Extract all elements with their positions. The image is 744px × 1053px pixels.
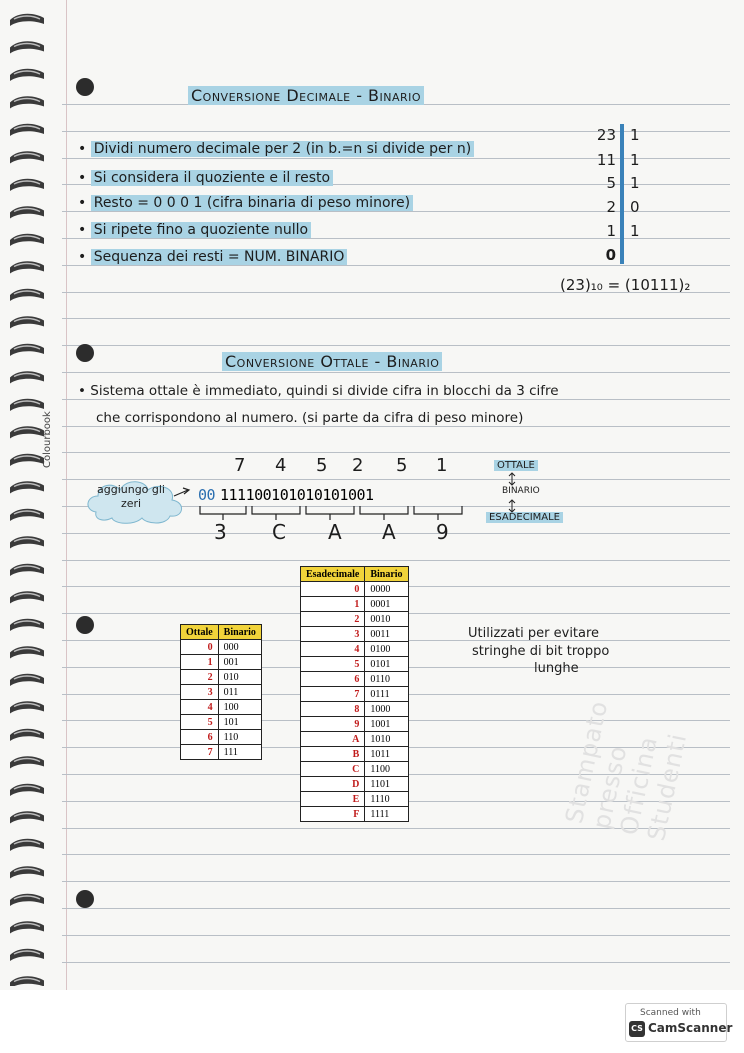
table-row xyxy=(301,612,409,627)
table-value-cell: 0001 xyxy=(365,597,408,612)
table-key-cell: 7 xyxy=(301,687,365,702)
table-row xyxy=(301,702,409,717)
conversion-result: (23)₁₀ = (10111)₂ xyxy=(560,276,691,294)
table-value-cell: 110 xyxy=(218,730,261,745)
table-row xyxy=(301,582,409,597)
division-remainder: 1 xyxy=(630,222,640,240)
table-key-cell: 0 xyxy=(181,640,219,655)
punch-hole xyxy=(76,890,94,908)
table-key-cell: 4 xyxy=(301,642,365,657)
bullet-3: • Resto = 0 0 0 1 (cifra binaria di peso minore) xyxy=(78,195,413,211)
section2-line-1: • Sistema ottale è immediato, quindi si divide cifra in blocchi da 3 cifre xyxy=(78,383,559,399)
hex-digit: 9 xyxy=(436,520,449,544)
table-row xyxy=(301,807,409,822)
ruled-line xyxy=(62,345,730,346)
octal-table-header-binario: Binario xyxy=(218,625,261,640)
margin-line xyxy=(66,0,67,990)
table-value-cell: 0110 xyxy=(365,672,408,687)
table-key-cell: 5 xyxy=(301,657,365,672)
hex-table-header-binario: Binario xyxy=(365,567,408,582)
cloud-note: aggiungo gli zeri xyxy=(96,483,165,510)
table-key-cell: 4 xyxy=(181,700,219,715)
table-row xyxy=(181,670,262,685)
division-quotient: 2 xyxy=(606,198,616,216)
table-row xyxy=(301,687,409,702)
bullet-2: • Si considera il quoziente e il resto xyxy=(78,170,333,186)
octal-table-header-ottale: Ottale xyxy=(181,625,219,640)
table-key-cell: 7 xyxy=(181,745,219,760)
table-value-cell: 1000 xyxy=(365,702,408,717)
padding-zeros: 00 xyxy=(198,486,216,504)
table-row xyxy=(301,627,409,642)
table-key-cell: 3 xyxy=(181,685,219,700)
table-key-cell: 1 xyxy=(181,655,219,670)
section2-title: Conversione Ottale - Binario xyxy=(222,352,442,371)
table-value-cell: 0010 xyxy=(365,612,408,627)
notebook-brand: Colourbook xyxy=(42,411,53,468)
ruled-line xyxy=(62,881,730,882)
table-key-cell: 2 xyxy=(301,612,365,627)
camscanner-logo-icon: CS xyxy=(629,1021,645,1037)
division-remainder: 1 xyxy=(630,126,640,144)
table-value-cell: 0011 xyxy=(365,627,408,642)
table-row xyxy=(301,597,409,612)
table-row xyxy=(301,762,409,777)
ruled-line xyxy=(62,560,730,561)
octal-digit: 5 xyxy=(316,455,328,476)
ruled-line xyxy=(62,854,730,855)
legend-arrows xyxy=(506,472,518,514)
table-key-cell: 1 xyxy=(301,597,365,612)
table-value-cell: 010 xyxy=(218,670,261,685)
spiral-binding xyxy=(8,6,48,986)
division-quotient: 5 xyxy=(606,174,616,192)
hex-table xyxy=(300,566,409,822)
table-value-cell: 1001 xyxy=(365,717,408,732)
division-quotient: 11 xyxy=(596,151,616,169)
group-brackets xyxy=(196,504,470,520)
table-key-cell: 3 xyxy=(301,627,365,642)
table-row xyxy=(301,732,409,747)
table-value-cell: 1011 xyxy=(365,747,408,762)
camscanner-badge xyxy=(625,1003,733,1042)
table-row xyxy=(181,700,262,715)
table-value-cell: 0101 xyxy=(365,657,408,672)
table-value-cell: 101 xyxy=(218,715,261,730)
table-key-cell: F xyxy=(301,807,365,822)
ruled-line xyxy=(62,372,730,373)
table-value-cell: 111 xyxy=(218,745,261,760)
hex-digit: C xyxy=(272,520,286,544)
table-key-cell: E xyxy=(301,792,365,807)
table-key-cell: 8 xyxy=(301,702,365,717)
octal-digit: 1 xyxy=(436,455,448,476)
legend-octal: OTTALE xyxy=(494,460,538,471)
camscanner-caption: Scanned with xyxy=(640,1008,701,1018)
ruled-line xyxy=(62,452,730,453)
table-row xyxy=(301,747,409,762)
table-value-cell: 1100 xyxy=(365,762,408,777)
table-row xyxy=(181,715,262,730)
division-quotient: 23 xyxy=(596,126,616,144)
hex-digit: 3 xyxy=(214,520,227,544)
table-key-cell: A xyxy=(301,732,365,747)
division-quotient: 1 xyxy=(606,222,616,240)
table-value-cell: 1010 xyxy=(365,732,408,747)
table-row xyxy=(301,657,409,672)
table-value-cell: 100 xyxy=(218,700,261,715)
table-row xyxy=(181,640,262,655)
hex-digit: A xyxy=(328,520,342,544)
table-row xyxy=(181,745,262,760)
table-value-cell: 1111 xyxy=(365,807,408,822)
table-value-cell: 001 xyxy=(218,655,261,670)
punch-hole xyxy=(76,344,94,362)
ruled-line xyxy=(62,908,730,909)
ruled-line xyxy=(62,533,730,534)
table-value-cell: 0100 xyxy=(365,642,408,657)
table-key-cell: B xyxy=(301,747,365,762)
camscanner-name: CamScanner xyxy=(648,1021,733,1035)
table-row xyxy=(301,717,409,732)
ruled-line xyxy=(62,935,730,936)
table-row xyxy=(301,792,409,807)
table-value-cell: 000 xyxy=(218,640,261,655)
section1-title: Conversione Decimale - Binario xyxy=(188,86,424,105)
table-row xyxy=(301,777,409,792)
division-remainder: 1 xyxy=(630,174,640,192)
table-key-cell: 0 xyxy=(301,582,365,597)
division-bar xyxy=(620,124,624,264)
octal-table xyxy=(180,624,262,760)
table-value-cell: 1110 xyxy=(365,792,408,807)
table-key-cell: 2 xyxy=(181,670,219,685)
table-key-cell: 9 xyxy=(301,717,365,732)
table-key-cell: 5 xyxy=(181,715,219,730)
table-key-cell: D xyxy=(301,777,365,792)
bullet-5: • Sequenza dei resti = NUM. BINARIO xyxy=(78,249,347,265)
octal-digit: 5 xyxy=(396,455,408,476)
punch-hole xyxy=(76,616,94,634)
octal-digit: 7 xyxy=(234,455,246,476)
table-value-cell: 0111 xyxy=(365,687,408,702)
ruled-line xyxy=(62,962,730,963)
table-key-cell: 6 xyxy=(181,730,219,745)
note-line-1: Utilizzati per evitare xyxy=(468,626,600,641)
table-value-cell: 011 xyxy=(218,685,261,700)
punch-hole xyxy=(76,78,94,96)
octal-digit: 4 xyxy=(275,455,287,476)
table-key-cell: C xyxy=(301,762,365,777)
hex-digit: A xyxy=(382,520,396,544)
division-quotient: 0 xyxy=(605,246,616,264)
ruled-line xyxy=(62,318,730,319)
division-remainder: 0 xyxy=(630,198,640,216)
hex-table-header-esadecimale: Esadecimale xyxy=(301,567,365,582)
section2-line-2: che corrispondono al numero. (si parte da cifra di peso minore) xyxy=(96,410,524,426)
table-key-cell: 6 xyxy=(301,672,365,687)
octal-digit: 2 xyxy=(352,455,364,476)
table-row xyxy=(301,642,409,657)
table-row xyxy=(181,655,262,670)
note-line-3: lunghe xyxy=(534,661,579,676)
binary-string: 111100101010101001 xyxy=(220,486,374,504)
division-remainder: 1 xyxy=(630,151,640,169)
table-value-cell: 0000 xyxy=(365,582,408,597)
legend-hex: ESADECIMALE xyxy=(486,512,563,523)
table-row xyxy=(181,730,262,745)
legend-binary: BINARIO xyxy=(502,486,540,496)
bullet-4: • Si ripete fino a quoziente nullo xyxy=(78,222,311,238)
table-value-cell: 1101 xyxy=(365,777,408,792)
bullet-1: • Dividi numero decimale per 2 (in b.=n si divide per n) xyxy=(78,141,474,157)
table-row xyxy=(301,672,409,687)
table-row xyxy=(181,685,262,700)
note-line-2: stringhe di bit troppo xyxy=(472,644,610,659)
watermark: Stampato presso Officina Studenti xyxy=(560,697,693,844)
